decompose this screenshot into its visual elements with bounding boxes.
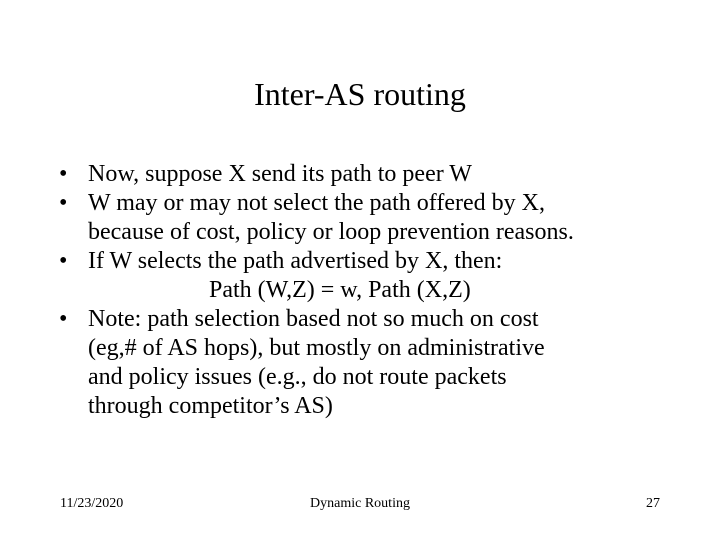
- bullet-line: through competitor’s AS): [88, 393, 333, 419]
- bullet-line: W may or may not select the path offered by X,: [88, 190, 545, 216]
- bullet-line: and policy issues (e.g., do not route packets: [88, 364, 507, 390]
- bullet-icon: •: [59, 161, 68, 187]
- slide-body: [59, 160, 679, 421]
- bullet-text: [88, 160, 679, 189]
- bullet-text: [88, 189, 679, 247]
- bullet-text: [88, 305, 679, 421]
- bullet-line: If W selects the path advertised by X, then:: [88, 248, 503, 274]
- footer-date: 11/23/2020: [60, 496, 124, 511]
- slide-title: Inter-AS routing: [254, 76, 466, 112]
- bullet-line: because of cost, policy or loop prevention reasons.: [88, 219, 574, 245]
- bullet-icon: •: [59, 190, 68, 216]
- bullet-line: (eg,# of AS hops), but mostly on administrative: [88, 335, 545, 361]
- bullet-item: [59, 189, 679, 247]
- bullet-icon: •: [59, 306, 68, 332]
- bullet-line: Now, suppose X send its path to peer W: [88, 161, 472, 187]
- bullet-icon: •: [59, 248, 68, 274]
- bullet-line: Note: path selection based not so much on cost: [88, 306, 539, 332]
- bullet-item: [59, 247, 679, 305]
- footer-page-number: 27: [646, 496, 660, 511]
- bullet-item: [59, 160, 679, 189]
- bullet-text: [88, 247, 679, 305]
- path-formula: Path (W,Z) = w, Path (X,Z): [209, 277, 471, 303]
- footer-title: Dynamic Routing: [310, 496, 410, 511]
- bullet-item: [59, 305, 679, 421]
